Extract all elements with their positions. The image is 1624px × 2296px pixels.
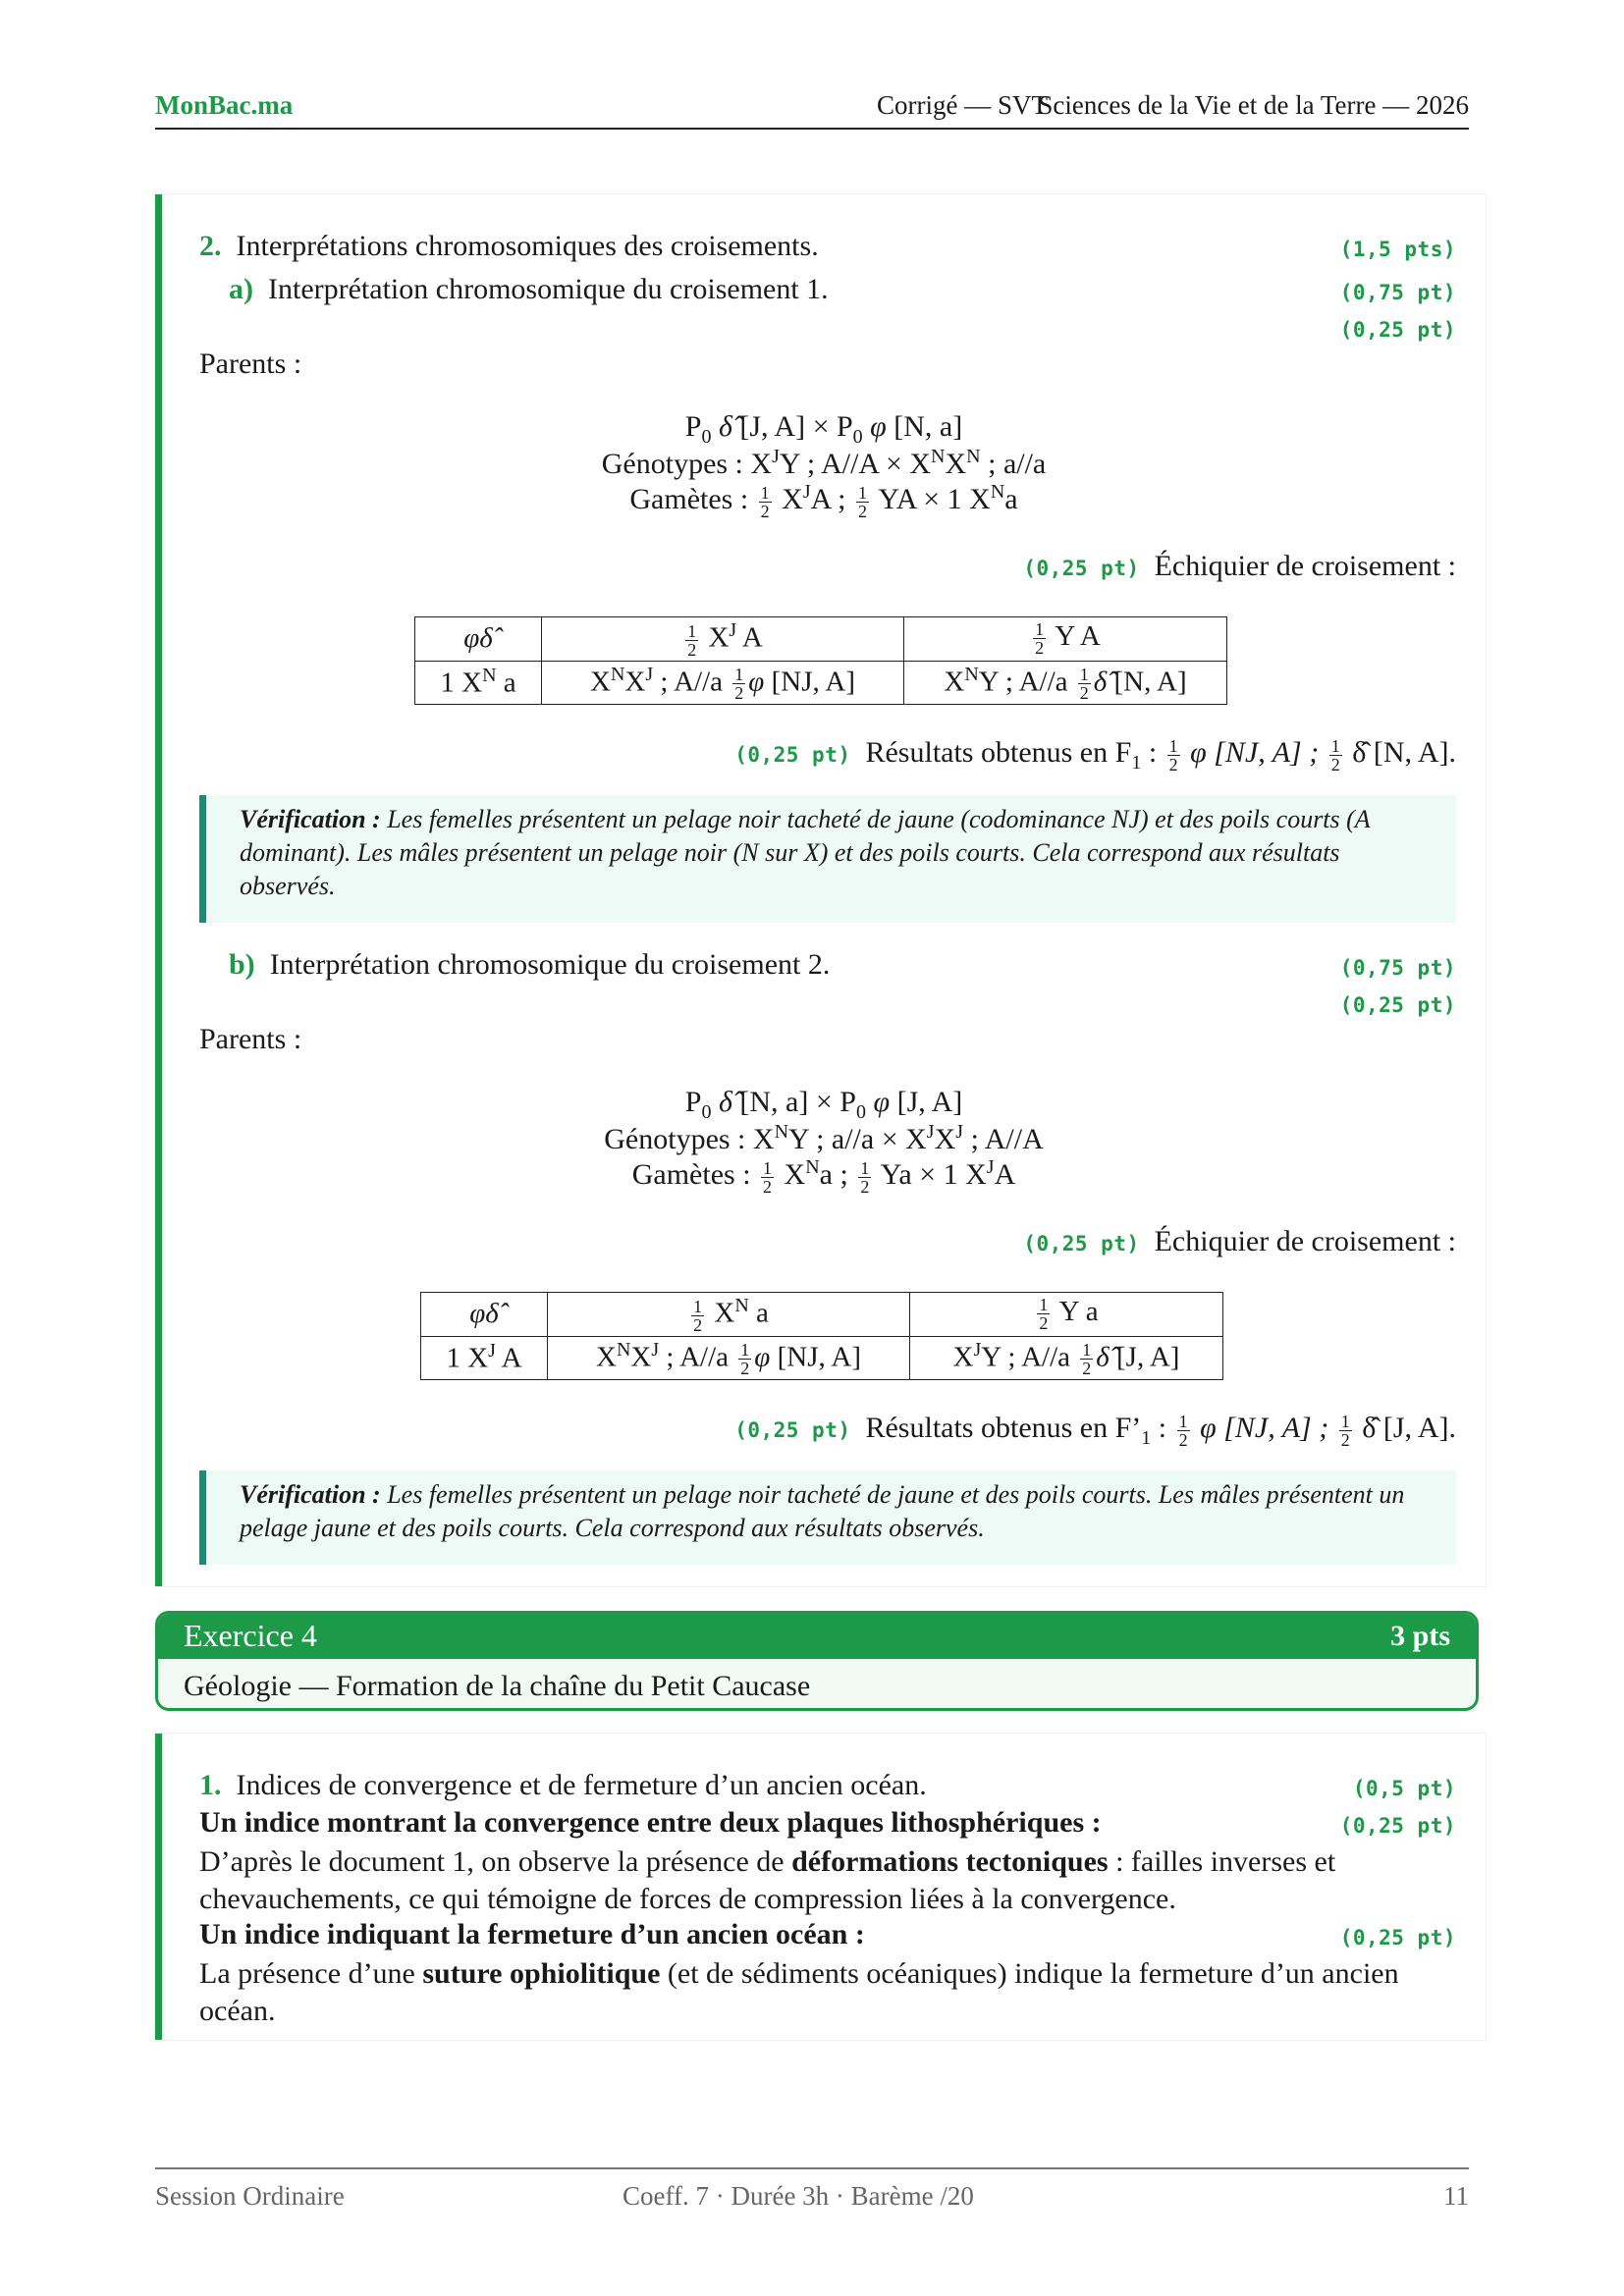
q2a-gametes: Gamètes : $\frac{1}{2}$ $X^JA$ ; $\frac{1}{2}$ YA × 1 $X^Na$: [629, 481, 1018, 521]
q2a-phenotypes: $P_0$ δ̂ [J, $A] \times P_0$ φ [N, a]: [684, 410, 963, 448]
table-corner: φδ̂: [415, 617, 542, 662]
q2a-points: (0,75 pt): [1339, 281, 1456, 304]
q4-1-indice-1-points: (0,25 pt): [1339, 1814, 1456, 1838]
table-corner: φδ̂: [421, 1293, 548, 1337]
subject-title: Sciences de la Vie et de la Terre — 2026: [1038, 90, 1469, 120]
doc-type: Corrigé — SVT: [877, 90, 1048, 120]
q2-heading: 2. Interprétations chromosomiques des croisements.: [199, 230, 819, 262]
exercise-4-subtitle: Géologie — Formation de la chaîne du Petit Caucase: [184, 1670, 811, 1702]
exercise-4-header: [155, 1611, 1479, 1711]
q4-1-indice-2-heading: Un indice indiquant la fermeture d’un ancien océan :: [199, 1918, 865, 1950]
q2b-points-2: (0,25 pt): [1339, 993, 1456, 1017]
question-2-box: [155, 194, 1486, 1586]
exercise-4-title: Exercice 4: [184, 1618, 317, 1653]
footer-page-number: 11: [1443, 2181, 1469, 2211]
table-col-1: $\frac{1}{2}$ $X^N$ a: [548, 1293, 910, 1337]
table-row-head: 1 $X^J$ A: [421, 1336, 548, 1380]
table-row-head: 1 $X^N$ a: [415, 661, 542, 705]
q4-1-points: (0,5 pt): [1352, 1777, 1456, 1800]
q2a-heading: a) Interprétation chromosomique du croisement 1.: [229, 273, 829, 305]
q4-1-indice-1-text: D’après le document 1, on observe la présence de déformations tectoniques : failles inverses et chevauchements, ce qui témoigne de forces de compression liées à la convergence.: [199, 1845, 1336, 1915]
table-cell-2: $X^JY$ ; A//a $\frac{1}{2}$ δ̂ [J, A]: [910, 1336, 1223, 1380]
q4-1-indice-2-text: La présence d’une suture ophiolitique (et de sédiments océaniques) indique la fermeture d’un ancien océan.: [199, 1957, 1399, 2027]
q2b-heading: b) Interprétation chromosomique du croisement 2.: [229, 948, 831, 981]
q2a-points-2: (0,25 pt): [1339, 318, 1456, 342]
q2-points: (1,5 pts): [1339, 238, 1456, 261]
table-col-2: $\frac{1}{2}$ Y A: [904, 617, 1227, 662]
exercise-4-band: [158, 1614, 1476, 1659]
footer-session: Session Ordinaire: [155, 2181, 345, 2211]
q4-1-indice-2-points: (0,25 pt): [1339, 1926, 1456, 1949]
q2b-parents-label: Parents :: [199, 1023, 302, 1055]
table-cell-2: $X^NY$ ; A//a $\frac{1}{2}$ δ̂ [N, A]: [904, 661, 1227, 705]
q2b-results: (0,25 pt) Résultats obtenus en $F’_1$ : $\frac{1}{2}$ φ [NJ, A] ; $\frac{1}{2}$ δ̂ [J, A].: [734, 1411, 1456, 1450]
q2a-punnett-table: [414, 616, 1227, 705]
q4-1-indice-1-heading: Un indice montrant la convergence entre deux plaques lithosphériques :: [199, 1806, 1102, 1839]
q2a-genotypes: Génotypes : $X^JY$ ; $A//A \times X^NX^N$ ; a//a: [601, 446, 1047, 480]
table-col-1: $\frac{1}{2}$ $X^J$ A: [542, 617, 904, 662]
exercise-4-q1-box: [155, 1734, 1486, 2040]
q2b-verification: Vérification : Les femelles présentent un pelage noir tacheté de jaune et des poils courts. Les mâles présentent un pelage jaune et des poils courts. Cela correspond aux résultats observés.: [199, 1470, 1456, 1565]
table-cell-1: $X^NX^J$ ; A//a $\frac{1}{2}$ φ [NJ, A]: [548, 1336, 910, 1380]
table-cell-1: $X^NX^J$ ; A//a $\frac{1}{2}$ φ [NJ, A]: [542, 661, 904, 705]
exercise-4-points: 3 pts: [1390, 1620, 1450, 1652]
q2b-points: (0,75 pt): [1339, 956, 1456, 980]
q2b-phenotypes: $P_0$ δ̂ [N, $a] \times P_0$ φ [J, A]: [684, 1086, 963, 1123]
q2b-genotypes: Génotypes : $X^NY$ ; $a//a \times X^JX^J$ ; A//A: [604, 1121, 1044, 1155]
q2a-verification: Vérification : Les femelles présentent un pelage noir tacheté de jaune (codominance NJ) et des poils courts (A dominant). Les mâles présentent un pelage noir (N sur X) et des poils courts. Cela correspond aux résultats observés.: [199, 795, 1456, 923]
q2a-echiquier-label: (0,25 pt) Échiquier de croisement :: [1023, 550, 1456, 582]
q2b-echiquier-label: (0,25 pt) Échiquier de croisement :: [1023, 1225, 1456, 1257]
q2a-results: (0,25 pt) Résultats obtenus en $F_1$ : $\frac{1}{2}$ φ [NJ, A] ; $\frac{1}{2}$ δ̂ [N, A].: [734, 735, 1456, 774]
q4-1-heading: 1. Indices de convergence et de fermeture d’un ancien océan.: [199, 1769, 927, 1801]
page-header: [155, 90, 1469, 130]
table-col-2: $\frac{1}{2}$ Y a: [910, 1293, 1223, 1337]
footer-info: Coeff. 7 · Durée 3h · Barème /20: [623, 2181, 974, 2211]
q2b-gametes: Gamètes : $\frac{1}{2}$ $X^Na$ ; $\frac{1}{2}$ Ya × 1 $X^JA$: [631, 1156, 1016, 1197]
q2b-punnett-table: [420, 1292, 1223, 1380]
page-footer: [155, 2167, 1469, 2211]
q2a-parents-label: Parents :: [199, 347, 302, 380]
brand-logo[interactable]: MonBac.ma: [155, 90, 294, 120]
